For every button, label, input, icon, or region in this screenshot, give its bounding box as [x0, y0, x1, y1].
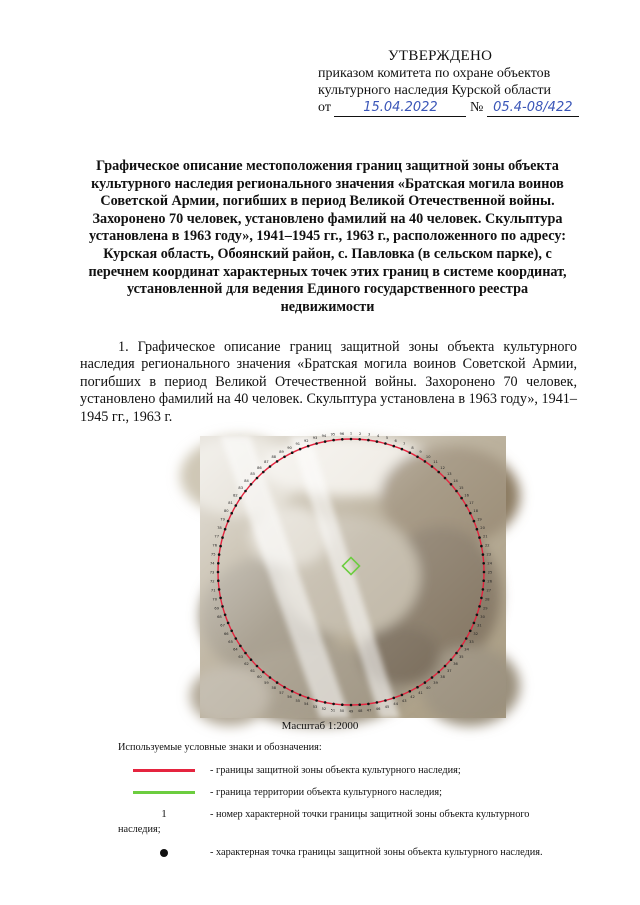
point-number-label: 19	[477, 517, 482, 522]
point-number-label: 22	[485, 543, 490, 548]
characteristic-point	[262, 671, 265, 674]
point-number-label: 20	[480, 525, 485, 530]
characteristic-point	[444, 477, 447, 480]
point-number-label: 14	[453, 478, 458, 483]
characteristic-point	[224, 528, 227, 531]
characteristic-point	[401, 694, 404, 697]
point-number-label: 38	[440, 675, 445, 679]
characteristic-point	[324, 701, 327, 704]
characteristic-point	[299, 448, 302, 451]
characteristic-point	[235, 637, 238, 640]
characteristic-point	[393, 697, 396, 700]
characteristic-point	[230, 630, 233, 633]
characteristic-point	[341, 438, 344, 441]
point-number-label: 92	[304, 438, 309, 443]
point-number-label: 93	[312, 436, 318, 441]
characteristic-point	[256, 477, 259, 480]
point-number-label: 9	[419, 450, 422, 455]
map-image	[200, 431, 506, 718]
characteristic-point	[235, 504, 238, 507]
characteristic-point	[244, 652, 247, 655]
point-number-label: 27	[486, 588, 492, 593]
characteristic-point	[299, 694, 302, 697]
legend	[118, 741, 568, 868]
point-number-label: 11	[433, 460, 438, 465]
characteristic-point	[478, 605, 481, 608]
characteristic-point	[227, 622, 230, 625]
characteristic-point	[276, 460, 279, 463]
characteristic-point	[409, 690, 412, 693]
characteristic-point	[218, 553, 221, 556]
point-number-label: 59	[264, 680, 269, 685]
characteristic-point	[469, 630, 472, 633]
point-number-label: 71	[210, 588, 216, 593]
point-number-label: 10	[425, 454, 431, 459]
point-number-label: 58	[271, 686, 277, 691]
point-number-label: 40	[425, 686, 431, 691]
characteristic-point	[482, 588, 485, 591]
point-number-label: 31	[477, 623, 482, 628]
characteristic-point	[219, 597, 222, 600]
point-number-label: 84	[244, 478, 249, 483]
point-number-label: 55	[295, 698, 301, 703]
characteristic-point	[476, 528, 479, 531]
document-title: Графическое описание местоположения границ защитной зоны объекта культурного наследия регионального значения «Братская могила воинов Советской Армии, погибших в период Великой Отечественной войны. Захоронено 70 человек, установлено фамилий на 40 человек. Скульптура установлена в 1963 году», 1941–1945 гг., 1963 г., расположенного по адресу: Курская область, Обоянский район, с. Павловка (в сельском парке), с перечнем координат характерных точек этих границ в системе координат, установленной для ведения Единого государственного реестра недвижимости	[88, 158, 567, 315]
point-number-label: 18	[473, 509, 478, 513]
characteristic-point	[221, 605, 224, 608]
point-number-label: 35	[459, 655, 464, 660]
characteristic-point	[291, 451, 294, 454]
point-number-label: 42	[410, 695, 415, 700]
characteristic-point	[219, 545, 222, 548]
point-number-label: 81	[228, 501, 233, 505]
characteristic-point	[291, 690, 294, 693]
point-number-label: 41	[418, 690, 423, 695]
characteristic-point	[465, 637, 468, 640]
characteristic-point	[244, 490, 247, 493]
characteristic-point	[416, 456, 419, 459]
characteristic-point	[376, 701, 379, 704]
approval-heading: УТВЕРЖДЕНО	[388, 48, 493, 64]
point-number-label: 17	[469, 501, 474, 505]
characteristic-point	[482, 562, 485, 565]
point-number-label: 1	[349, 431, 353, 436]
approval-line2: культурного наследия Курской области	[318, 83, 552, 98]
point-number-label: 33	[469, 640, 474, 644]
point-dot-symbol	[160, 849, 168, 857]
point-number-label: 4	[376, 434, 380, 439]
characteristic-point	[256, 665, 259, 668]
point-number-label: 65	[228, 640, 233, 644]
point-number-label: 5	[385, 436, 389, 441]
approval-line1: приказом комитета по охране объектов	[318, 66, 551, 81]
point-number-label: 79	[220, 517, 225, 522]
characteristic-point	[376, 440, 379, 443]
point-number-label: 34	[464, 647, 469, 652]
legend-item-point-number	[118, 808, 568, 821]
point-number-label: 43	[401, 698, 407, 703]
point-number-label: 3	[367, 432, 371, 437]
point-number-label: 72	[210, 579, 215, 584]
characteristic-point	[269, 676, 272, 679]
point-number-label: 60	[257, 675, 262, 679]
point-number-label: 25	[487, 570, 493, 575]
point-number-label: 46	[375, 706, 381, 711]
characteristic-point	[217, 571, 220, 574]
characteristic-point	[332, 439, 335, 442]
point-number-label: 87	[264, 460, 269, 465]
characteristic-point	[455, 652, 458, 655]
point-number-label: 37	[447, 668, 452, 673]
point-number-label: 49	[348, 709, 354, 714]
point-number-label: 29	[483, 606, 488, 611]
point-number-label: 80	[224, 509, 229, 513]
boundary-map	[200, 431, 506, 718]
characteristic-point	[465, 504, 468, 507]
characteristic-point	[358, 438, 361, 441]
characteristic-point	[460, 645, 463, 648]
characteristic-point	[239, 497, 242, 500]
characteristic-point	[460, 497, 463, 500]
characteristic-point	[224, 614, 227, 617]
point-number-label: 85	[250, 472, 255, 477]
characteristic-point	[469, 512, 472, 515]
point-number-label: 13	[447, 472, 452, 477]
characteristic-point	[217, 579, 220, 582]
point-number-label: 15	[459, 485, 464, 490]
green-line-symbol	[133, 791, 195, 794]
characteristic-point	[332, 703, 335, 706]
characteristic-point	[315, 699, 318, 702]
point-number-label: 95	[330, 432, 336, 437]
characteristic-point	[239, 645, 242, 648]
legend-title: Используемые условные знаки и обозначения:	[118, 742, 322, 753]
point-number-label: 86	[257, 466, 262, 470]
description-paragraph: 1. Графическое описание границ защитной зоны объекта культурного наследия регионального значения «Братская могила воинов Советской Армии, погибших в период Великой Отечественной войны. Захоронено 70 человек, установлено фамилий на 40 человек. Скульптура установлена в 1963 году», 1941–1945 гг., 1963 г.	[80, 339, 577, 425]
characteristic-point	[476, 614, 479, 617]
characteristic-point	[444, 665, 447, 668]
approval-date-line	[318, 99, 618, 117]
characteristic-point	[473, 622, 476, 625]
characteristic-point	[409, 451, 412, 454]
characteristic-point	[424, 681, 427, 684]
legend-text: - номер характерной точки границы защитной зоны объекта культурного	[210, 809, 530, 820]
point-number-label: 75	[210, 552, 216, 557]
characteristic-point	[250, 483, 253, 486]
characteristic-point	[416, 686, 419, 689]
point-number-label: 8	[411, 445, 414, 450]
point-number-label: 39	[433, 680, 438, 685]
characteristic-point	[315, 442, 318, 445]
point-number-label: 67	[220, 623, 225, 628]
characteristic-point	[482, 553, 485, 556]
point-number-label: 89	[279, 450, 284, 455]
map-scale: Масштаб 1:2000	[281, 720, 359, 732]
point-number-label: 6	[394, 438, 397, 443]
point-number-label: 90	[287, 445, 292, 450]
characteristic-point	[250, 658, 253, 661]
characteristic-point	[307, 697, 310, 700]
characteristic-point	[384, 442, 387, 445]
characteristic-point	[424, 460, 427, 463]
point-number-label: 63	[238, 655, 243, 660]
characteristic-point	[473, 520, 476, 523]
characteristic-point	[401, 448, 404, 451]
point-number-label: 61	[250, 668, 255, 673]
point-number-label: 44	[393, 702, 398, 707]
point-number-label: 47	[366, 708, 372, 713]
point-number-label: 21	[483, 534, 488, 539]
point-number-label: 32	[473, 632, 478, 636]
characteristic-point	[437, 671, 440, 674]
characteristic-point	[276, 681, 279, 684]
point-number-label: 23	[486, 552, 492, 557]
characteristic-point	[350, 704, 353, 707]
characteristic-point	[230, 512, 233, 515]
point-number-label: 68	[217, 615, 222, 620]
point-number-label: 48	[357, 709, 363, 714]
characteristic-point	[393, 445, 396, 448]
characteristic-point	[367, 439, 370, 442]
characteristic-point	[269, 465, 272, 468]
point-number-label: 62	[244, 662, 249, 667]
point-number-label: 56	[287, 695, 292, 700]
characteristic-point	[324, 440, 327, 443]
characteristic-point	[450, 658, 453, 661]
point-number-label: 57	[279, 690, 284, 695]
point-number-label: 50	[339, 709, 345, 714]
characteristic-point	[483, 571, 486, 574]
characteristic-point	[455, 490, 458, 493]
point-number-label: 88	[271, 454, 277, 459]
legend-text: - границы защитной зоны объекта культурного наследия;	[210, 765, 461, 776]
point-number-label: 94	[321, 434, 327, 439]
characteristic-point	[227, 520, 230, 523]
characteristic-point	[431, 676, 434, 679]
point-number-label: 36	[453, 662, 458, 667]
characteristic-point	[480, 597, 483, 600]
characteristic-point	[450, 483, 453, 486]
point-number-label: 2	[358, 431, 362, 436]
characteristic-point	[478, 536, 481, 539]
legend-item-zone-boundary	[118, 764, 568, 777]
point-number-label: 45	[384, 704, 390, 709]
characteristic-point	[341, 703, 344, 706]
point-number-label: 51	[330, 708, 336, 713]
point-number-label: 83	[238, 485, 243, 490]
characteristic-point	[262, 471, 265, 474]
point-number-label: 74	[210, 561, 215, 566]
approval-stamp	[318, 48, 618, 117]
characteristic-point	[350, 438, 353, 441]
characteristic-point	[307, 445, 310, 448]
point-number-label: 69	[214, 606, 219, 611]
characteristic-point	[437, 471, 440, 474]
characteristic-point	[221, 536, 224, 539]
legend-item-characteristic-point	[118, 846, 568, 859]
legend-item-territory-boundary	[118, 786, 568, 799]
point-number-label: 52	[321, 706, 327, 711]
point-number-label: 26	[487, 579, 492, 584]
number-prefix: №	[469, 100, 484, 115]
characteristic-point	[218, 588, 221, 591]
point-number-label: 16	[464, 493, 469, 498]
point-number-label: 91	[295, 442, 301, 447]
approval-number: 05.4-08/422	[487, 99, 579, 117]
point-number-label: 70	[212, 597, 217, 602]
characteristic-point	[217, 562, 220, 565]
point-number-label: 30	[480, 615, 485, 620]
characteristic-point	[431, 465, 434, 468]
point-number-label: 73	[209, 570, 215, 575]
characteristic-point	[480, 545, 483, 548]
point-number-label: 53	[312, 704, 318, 709]
point-number-label: 82	[233, 493, 238, 498]
characteristic-point	[367, 703, 370, 706]
characteristic-point	[283, 686, 286, 689]
characteristic-point	[384, 699, 387, 702]
point-number-symbol: 1	[161, 808, 167, 820]
point-number-label: 76	[212, 543, 217, 548]
characteristic-point	[358, 703, 361, 706]
legend-text-continued: наследия;	[118, 824, 161, 835]
point-number-label: 12	[440, 466, 445, 470]
point-number-label: 77	[214, 534, 219, 539]
point-number-label: 28	[485, 597, 490, 602]
point-number-label: 78	[217, 525, 222, 530]
characteristic-point	[482, 579, 485, 582]
legend-text: - граница территории объекта культурного наследия;	[210, 787, 442, 798]
legend-text: - характерная точка границы защитной зоны объекта культурного наследия.	[210, 847, 543, 858]
date-prefix: от	[318, 100, 331, 115]
approval-date: 15.04.2022	[334, 99, 466, 117]
point-number-label: 54	[304, 702, 309, 707]
point-number-label: 66	[224, 632, 229, 636]
point-number-label: 7	[403, 442, 406, 447]
point-number-label: 96	[339, 431, 345, 436]
red-line-symbol	[133, 769, 195, 772]
characteristic-point	[283, 456, 286, 459]
point-number-label: 24	[487, 561, 492, 566]
point-number-label: 64	[233, 647, 238, 652]
